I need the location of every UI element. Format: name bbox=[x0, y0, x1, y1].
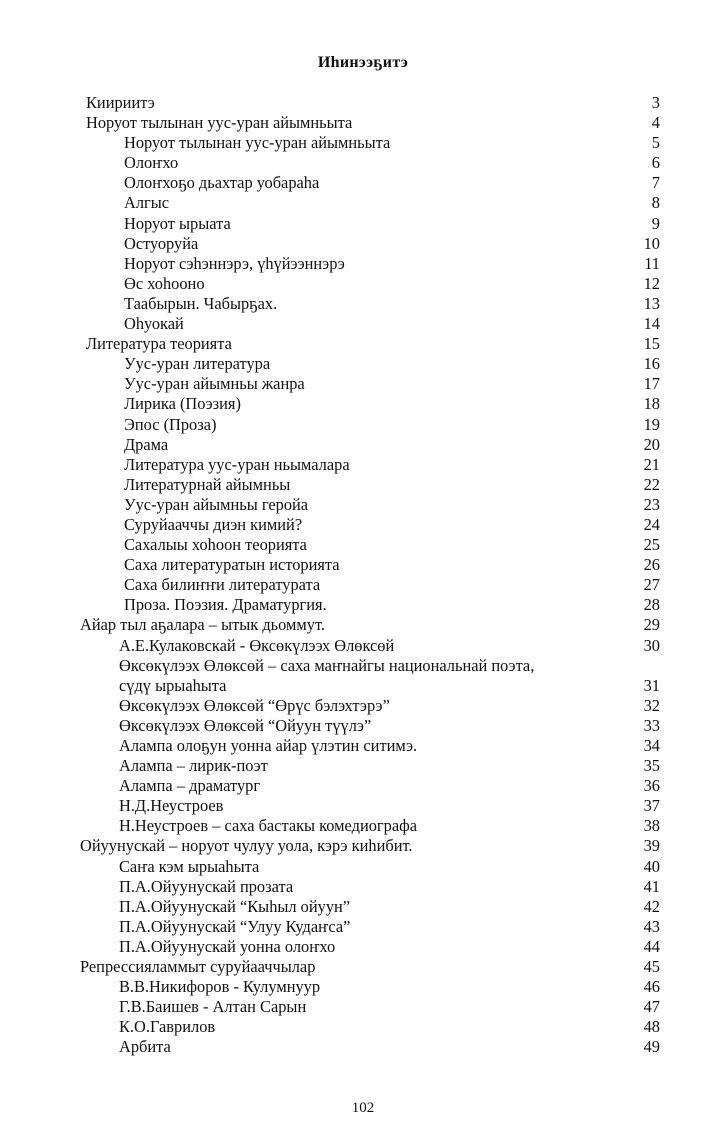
toc-entry-page: 35 bbox=[643, 756, 660, 776]
toc-entry-page: 23 bbox=[643, 494, 660, 514]
toc-entry-title: Арбита bbox=[119, 1037, 171, 1057]
toc-entry-title: Алгыс bbox=[124, 193, 170, 213]
toc-entry-page: 16 bbox=[643, 354, 660, 374]
toc-entry bbox=[0, 133, 726, 153]
toc-entry bbox=[0, 656, 726, 696]
toc-entry-page: 21 bbox=[643, 454, 660, 474]
toc-entry bbox=[0, 274, 726, 294]
toc-entry bbox=[0, 575, 726, 595]
toc-entry bbox=[0, 816, 726, 836]
toc-entry-title: Эпос (Проза) bbox=[124, 414, 217, 434]
toc-entry-title: П.А.Ойуунускай уонна олоҥхо bbox=[119, 936, 336, 956]
toc-entry bbox=[0, 736, 726, 756]
toc-entry-page: 38 bbox=[643, 816, 660, 836]
toc-entry bbox=[0, 173, 726, 193]
toc-entry-page: 29 bbox=[643, 615, 660, 635]
toc-entry bbox=[0, 776, 726, 796]
toc-entry bbox=[0, 1017, 726, 1037]
toc-entry bbox=[0, 756, 726, 776]
toc-entry bbox=[0, 334, 726, 354]
toc-entry bbox=[0, 957, 726, 977]
toc-entry-page: 12 bbox=[643, 273, 660, 293]
toc-entry-page: 34 bbox=[643, 736, 660, 755]
toc-entry bbox=[0, 937, 726, 957]
toc-entry bbox=[0, 475, 726, 495]
toc-entry-page: 5 bbox=[651, 133, 660, 153]
toc-entry bbox=[0, 515, 726, 535]
toc-entry-page: 31 bbox=[643, 675, 660, 695]
toc-entry-title: Таабырын. Чабырҕах. bbox=[124, 293, 278, 313]
toc-entry-title: К.О.Гаврилов bbox=[119, 1017, 216, 1037]
toc-entry-title: Литература уус-уран ньымалара bbox=[124, 454, 350, 474]
toc-entry-title: Проза. Поэзия. Драматургия. bbox=[124, 595, 327, 615]
toc-entry-page: 25 bbox=[643, 535, 660, 555]
toc-entry-page: 28 bbox=[643, 595, 660, 615]
toc-entry-title: В.В.Никифоров - Кулумнуур bbox=[119, 977, 321, 997]
toc-entry bbox=[0, 394, 726, 414]
toc-entry bbox=[0, 93, 726, 113]
toc-entry-title: Олоҥхоҕо дьахтар уобараһа bbox=[124, 173, 320, 193]
toc-entry-title: Өксөкүлээх Өлөксөй “Өрүс бэлэхтэрэ” bbox=[119, 695, 390, 715]
toc-entry-title: Айар тыл аҕалара – ытык дьоммут. bbox=[80, 615, 325, 635]
toc-entry-page: 20 bbox=[643, 434, 660, 454]
toc-entry-page: 33 bbox=[643, 715, 660, 735]
toc-entry bbox=[0, 314, 726, 334]
toc-entry-page: 22 bbox=[643, 474, 660, 494]
toc-entry-page: 9 bbox=[651, 213, 660, 233]
toc-entry bbox=[0, 535, 726, 555]
toc-entry-page: 8 bbox=[651, 193, 660, 213]
toc-entry bbox=[0, 435, 726, 455]
toc-entry-title: Н.Неустроев – саха бастакы комедиографа bbox=[119, 816, 418, 836]
toc-entry-title: Уус-уран литература bbox=[124, 354, 271, 374]
toc-entry bbox=[0, 113, 726, 133]
toc-entry-title: Уус-уран айымньы жанра bbox=[124, 374, 305, 394]
toc-entry-title: А.Е.Кулаковскай - Өксөкүлээх Өлөксөй bbox=[119, 635, 395, 655]
toc-entry-page: 17 bbox=[643, 374, 660, 394]
toc-entry-title: Остуоруйа bbox=[124, 233, 199, 253]
toc-entry-title: Киириитэ bbox=[86, 93, 155, 112]
toc-entry bbox=[0, 153, 726, 173]
toc-entry bbox=[0, 636, 726, 656]
toc-entry-page: 30 bbox=[643, 635, 660, 655]
toc-entry-page: 14 bbox=[643, 314, 660, 334]
toc-entry-title: Өксөкүлээх Өлөксөй – саха маҥнайгы национальнай поэта, сүдү ырыаһыта bbox=[119, 655, 535, 695]
toc-entry bbox=[0, 415, 726, 435]
toc-entry-page: 39 bbox=[643, 836, 660, 856]
toc-entry-page: 42 bbox=[643, 896, 660, 916]
toc-entry-title: П.А.Ойуунускай прозата bbox=[119, 876, 294, 896]
toc-entry bbox=[0, 977, 726, 997]
toc-entry-title: Саха литературатын историята bbox=[124, 555, 340, 575]
toc-entry-title: Сахалыы хоһоон теорията bbox=[124, 535, 307, 555]
toc-entry bbox=[0, 234, 726, 254]
toc-entry-title: Ойуунускай – норуот чулуу уола, кэрэ киһибит. bbox=[80, 836, 413, 856]
toc-entry-page: 32 bbox=[643, 695, 660, 715]
toc-entry-title: Репрессияламмыт суруйааччылар bbox=[80, 957, 316, 977]
toc-entry-page: 3 bbox=[651, 93, 660, 112]
toc-entry-page: 11 bbox=[644, 253, 660, 273]
toc-entry-page: 10 bbox=[643, 233, 660, 253]
toc-entry-page: 19 bbox=[643, 414, 660, 434]
toc-entry-title: Алампа олоҕун уонна айар үлэтин ситимэ. bbox=[119, 736, 418, 755]
toc-entry-title: Литературнай айымньы bbox=[124, 474, 291, 494]
toc-entry-page: 49 bbox=[643, 1037, 660, 1057]
toc-entry-page: 7 bbox=[651, 173, 660, 193]
toc-entry-page: 15 bbox=[643, 334, 660, 354]
toc-entry bbox=[0, 294, 726, 314]
toc-entry bbox=[0, 836, 726, 856]
toc-entry-title: Литература теорията bbox=[86, 334, 232, 354]
toc-entry-page: 40 bbox=[643, 856, 660, 876]
toc-entry-title: П.А.Ойуунускай “Улуу Кудаҥса” bbox=[119, 916, 351, 936]
toc-entry-page: 37 bbox=[643, 796, 660, 816]
toc-entry-title: Норуот тылынан уус-уран айымньыта bbox=[124, 133, 391, 153]
toc-entry-page: 48 bbox=[643, 1017, 660, 1037]
toc-entry bbox=[0, 455, 726, 475]
toc-entry-title: Н.Д.Неустроев bbox=[119, 796, 224, 816]
page-title: Иһинээҕитэ bbox=[317, 54, 409, 71]
toc-entry-title: Өс хоһооно bbox=[124, 273, 205, 293]
toc-entry-page: 18 bbox=[643, 394, 660, 414]
toc-entry-title: Норуот сэһэннэрэ, үһүйээннэрэ bbox=[124, 253, 345, 273]
toc-entry-title: Г.В.Баишев - Алтан Сарын bbox=[119, 997, 307, 1017]
toc-entry-page: 41 bbox=[643, 876, 660, 896]
toc-entry-title: Драма bbox=[124, 434, 169, 454]
toc-entry-page: 36 bbox=[643, 776, 660, 796]
toc-entry bbox=[0, 354, 726, 374]
toc-entry bbox=[0, 615, 726, 635]
toc-entry-page: 47 bbox=[643, 997, 660, 1017]
toc-entry-page: 13 bbox=[643, 293, 660, 313]
toc-entry bbox=[0, 495, 726, 515]
page-number: 102 bbox=[351, 1100, 375, 1116]
toc-entry bbox=[0, 214, 726, 234]
toc-entry bbox=[0, 193, 726, 213]
toc-entry-page: 26 bbox=[643, 555, 660, 575]
toc-entry bbox=[0, 877, 726, 897]
toc-entry-page: 44 bbox=[643, 936, 660, 956]
toc-entry-page: 4 bbox=[651, 113, 660, 133]
toc-entry-page: 45 bbox=[643, 957, 660, 977]
toc-entry-title: Алампа – лирик-поэт bbox=[119, 756, 268, 776]
toc-entry-title: Алампа – драматург bbox=[119, 776, 261, 796]
toc-entry-page: 27 bbox=[643, 575, 660, 595]
toc-entry bbox=[0, 857, 726, 877]
toc-entry-page: 6 bbox=[651, 153, 660, 173]
toc-entry-title: Саха билиҥҥи литературата bbox=[124, 575, 321, 595]
toc-entry bbox=[0, 696, 726, 716]
toc-entry-title: Норуот тылынан уус-уран айымньыта bbox=[86, 113, 353, 133]
toc-entry bbox=[0, 997, 726, 1017]
toc-entry-title: Өксөкүлээх Өлөксөй “Ойуун түүлэ” bbox=[119, 715, 372, 735]
toc-entry bbox=[0, 917, 726, 937]
toc-entry bbox=[0, 374, 726, 394]
toc-entry bbox=[0, 897, 726, 917]
toc-entry bbox=[0, 555, 726, 575]
toc-entry bbox=[0, 254, 726, 274]
toc-entry-page: 24 bbox=[643, 514, 660, 534]
toc-entry-title: П.А.Ойуунускай “Кыһыл ойуун” bbox=[119, 896, 351, 916]
table-of-contents bbox=[0, 93, 726, 1058]
toc-entry-title: Олоҥхо bbox=[124, 153, 179, 173]
toc-entry-title: Лирика (Поэзия) bbox=[124, 394, 241, 414]
toc-entry-title: Суруйааччы диэн кимий? bbox=[124, 514, 303, 534]
toc-entry bbox=[0, 796, 726, 816]
toc-entry-title: Саҥа кэм ырыаһыта bbox=[119, 856, 260, 876]
toc-entry-title: Уус-уран айымньы геройа bbox=[124, 494, 309, 514]
toc-entry bbox=[0, 595, 726, 615]
toc-entry bbox=[0, 716, 726, 736]
toc-entry bbox=[0, 1037, 726, 1057]
toc-entry-page: 46 bbox=[643, 977, 660, 997]
toc-entry-title: Оһуокай bbox=[124, 314, 184, 334]
toc-entry-page: 43 bbox=[643, 916, 660, 936]
toc-entry-title: Норуот ырыата bbox=[124, 213, 231, 233]
